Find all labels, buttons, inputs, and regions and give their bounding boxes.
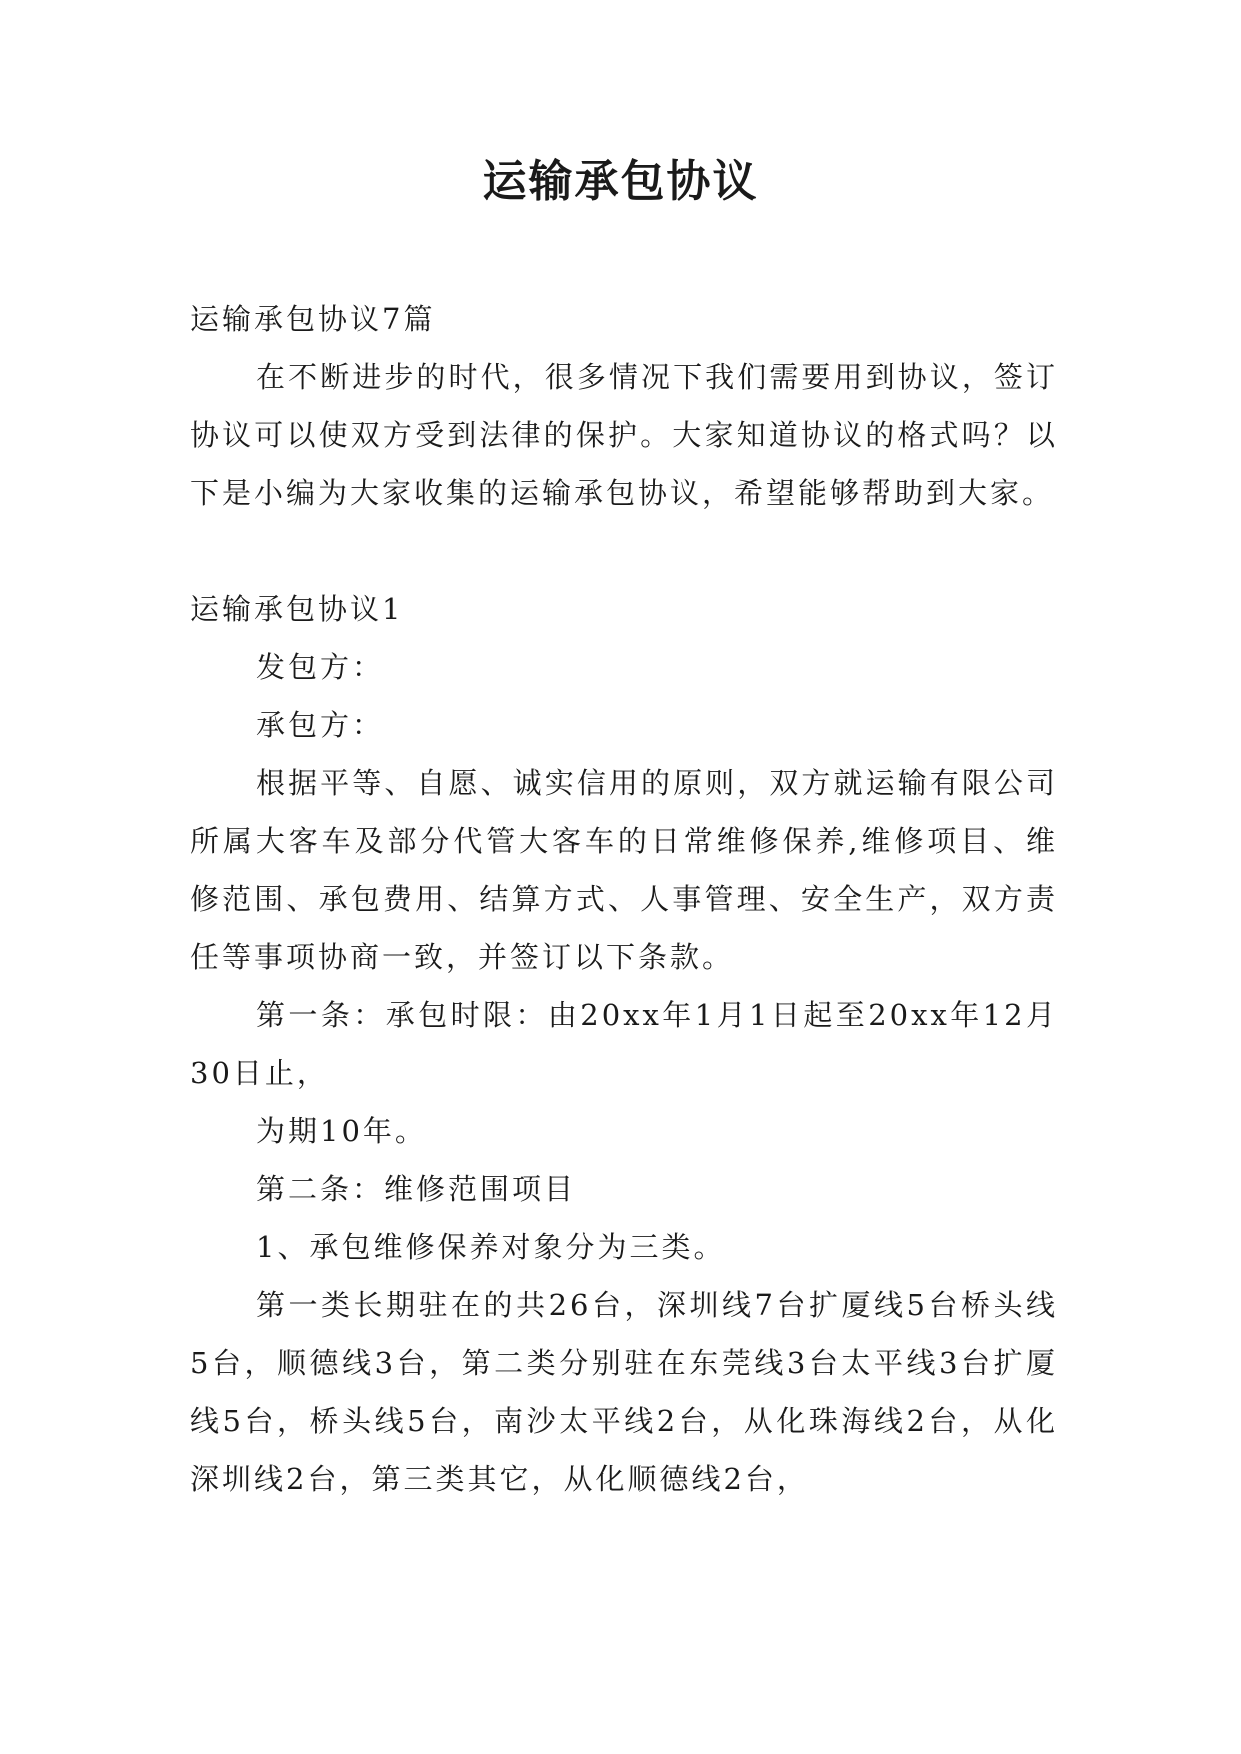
party-a-line: 发包方： (256, 650, 385, 684)
document-subtitle: 运输承包协议7篇 (190, 302, 436, 336)
party-b-line: 承包方： (256, 708, 385, 742)
vehicle-allocation-paragraph: 第一类长期驻在的共26台，深圳线7台扩厦线5台桥头线5台，顺德线3台，第二类分别驻在东莞线3台太平线3台扩厦线5台，桥头线5台，南沙太平线2台，从化珠海线2台，从化深圳线2台，第三类其它，从化顺德线2台， (190, 1288, 1058, 1496)
principle-paragraph: 根据平等、自愿、诚实信用的原则，双方就运输有限公司所属大客车及部分代管大客车的日常维修保养,维修项目、维修范围、承包费用、结算方式、人事管理、安全生产，双方责任等事项协商一致，并签订以下条款。 (190, 766, 1058, 974)
paragraph-spacer (190, 522, 1058, 580)
document-body (190, 290, 1058, 1508)
document-title: 运输承包协议 (482, 156, 759, 207)
article-one-paragraph: 第一条：承包时限：由20xx年1月1日起至20xx年12月30日止， (190, 998, 1058, 1090)
maintenance-categories-paragraph: 1、承包维修保养对象分为三类。 (256, 1230, 726, 1264)
section-heading: 运输承包协议1 (190, 592, 404, 626)
article-two-heading: 第二条：维修范围项目 (256, 1172, 577, 1206)
intro-paragraph: 在不断进步的时代，很多情况下我们需要用到协议，签订协议可以使双方受到法律的保护。大家知道协议的格式吗？以下是小编为大家收集的运输承包协议，希望能够帮助到大家。 (190, 360, 1058, 510)
term-duration-paragraph: 为期10年。 (256, 1114, 427, 1148)
